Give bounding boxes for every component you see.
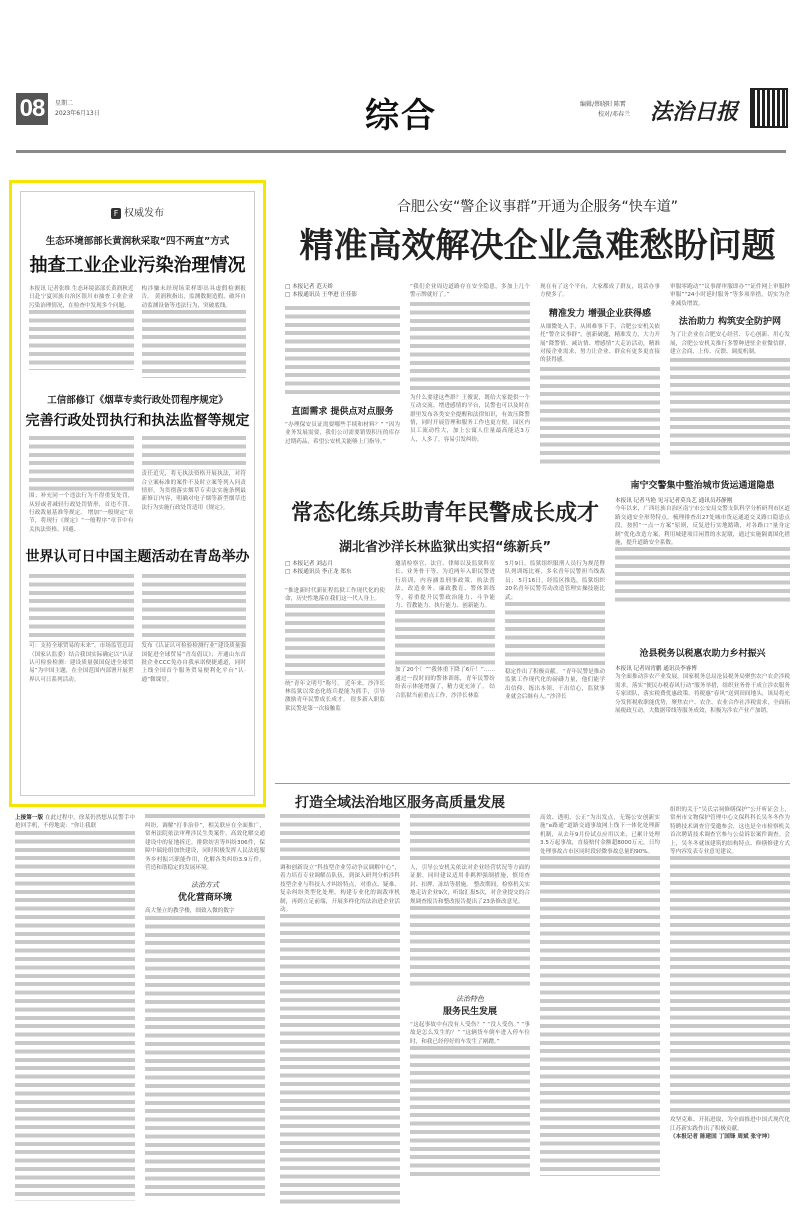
qr-code-icon (752, 90, 786, 126)
byline: □ 本报记者 范天娇 (285, 284, 333, 290)
byline: 本报讯 记者周宵鹏 通讯员李睿博 (615, 666, 697, 672)
article2-kicker: 工信部修订《烟草专卖行政处罚程序规定》 (47, 395, 228, 407)
paragraph: “这起事故中有没有人受伤？” “没人受伤。” “事故是怎么发生的？” “这辆货车倒车进入停车位时，和我已经停好的车发生了剐蹭。” (410, 1022, 530, 1045)
paragraph: 稳定作出了积极贡献。 “青年民警是推动监狱工作现代化的磅礴力量，他们能学出信仰、练出本领、干出信心，监狱事业就会后继有人。”沙洋长 (505, 669, 605, 701)
subheading: 精准发力 增强企业获得感 (548, 308, 652, 319)
article1-headline: 抽查工业企业污染治理情况 (29, 255, 246, 276)
top-story-headline: 精准高效解决企业急难愁盼问题 (299, 226, 776, 266)
paragraph: 高效、透明、公正”为出发点，无锡公安创新实施“e路通”道路交通事故网上线下一体化处理新机制，从去年9月份试点应用以来，已累计处理3.5万起事故，直接赔付金额超8000万元，日均处理事故占市区同时段轻微事故总量的90%。 (540, 815, 660, 855)
paragraph: “办理保安员证需要哪些手续和材料？” “因为业务发展需要，我们公司需要销毁积压的库存过期药品，希望公安机关能够上门指导。” (285, 421, 400, 445)
paragraph: 统“青年文明号”称号。 近年来，沙洋长林监狱以常态化练兵提能为抓手，引导激励青年民警成长成才。 很多新入职监狱民警是第一次接触监 (285, 680, 385, 712)
byline: 本报讯 记者马艳 见习记者莫良艺 通讯员苏静刚 (615, 498, 733, 504)
divider (275, 783, 790, 784)
f-logo-icon: F (111, 208, 121, 219)
article3-col2: 发布《认证认可检验检测行业“建设质量强国促进全球贸易”青岛倡议》；开通山东首批企业CCC免办自我承诺便捷通道，同时上线全国首个服务贸易便利化平台“认·通”微课堂。 (141, 643, 246, 683)
second-story-headline: 常态化练兵助青年民警成长成才 (290, 501, 599, 526)
paragraph: 高大堡立的教学楼，细致入微的数字 (145, 908, 235, 915)
brief1-headline: 南宁交警集中整治城市货运通道隐患 (630, 481, 775, 491)
brief2-headline: 沧县税务以税惠农助力乡村振兴 (639, 649, 766, 659)
paragraph: 5月9日，监狱组织服刑人员行为规范暨队列训练比赛，多名青年民警担当线裁员； 5月16日，经监区推选，监狱组织20名青年民警劳动改造管理实操技能比武； (505, 561, 605, 601)
section-title: 综合 (365, 96, 437, 136)
paragraph: 纠纷，调解“打非治非”，相关联应在全面推广，常州法院依法审理涉民生类案件，高效化解交通建设中的征地拆迁，排除妨害等纠纷306件，保障中瑞轮组加快建设，同时积极发挥人民法庭服务乡村振兴职能作用，化解各类纠纷3.9万件，营造和谐稳定的发展环境。 (145, 823, 265, 872)
paragraph: 邀请检察官、法官、律师以及监狱科室长、业务骨干等，为近两年入职民警进行培训，内容涵盖刑事政策、执法普法、改造业务、廉政教育、警体训练等，着重提升民警政治能力、斗争能力、管教能力、执行能力、创新能力。 (395, 561, 495, 610)
reporter-credit: （本报记者 陈建国 丁国锋 周斌 张守坤） (670, 1134, 773, 1141)
paragraph: 调和创新设立“科技型企业劳动争议调解中心”，着力培育专业调解员队伍，到深入研判分析涉科技型企业与科技人才纠纷特点，对重点、疑难、复杂纠纷类型化处理，构建专业化的调裁审机制，再到立足前端，开展多样化的法治进企业活动。 (280, 865, 400, 914)
article1-kicker: 生态环境部部长黄润秋采取“四不两直”方式 (45, 236, 230, 247)
paragraph: 现在有了这个平台，大家都成了群友，说话办事方便多了。 (540, 284, 660, 299)
paragraph: 组织的关于“吴氏宗祠修缮保护”公开听证会上，常州市文物保护管理中心文保科科长吴冬冬作为特聘技术调查官受邀参会，这也是全市检察机关首次聘请技术调查官参与公益诉讼案件调查。会上，吴冬冬就该建筑的结构特点、修缮修建方式等内容发表专业意见建议。 (670, 807, 790, 856)
article1-lead: 本报讯 记者张维 生态环境部部长黄润秋近日赴宁夏回族自治区银川市抽查工业企业污染治理情况，在检查中发现多个问题。 (29, 286, 134, 309)
editors: 编辑/蔡晓阳 陈霄 (580, 101, 626, 108)
paragraph: 从细微处入手，从困难事下手，合肥公安机关依托“警企议事群”，创新破题，精准发力，大力开展“降警情、减访情、增感情”大走访活动，精准对接企业需求，努力让企业、群众有更多更直接的获得感。 (540, 323, 660, 364)
article3-col1: 可：支持全球贸易的未来”。市场监管总局（国家认监委）结合我国实际确定以“认证认可检验检测：建设质量强国促进全球贸易”为中国主题，在全国范围内部署开展世界认可日系列活动。 (29, 643, 134, 683)
byline: □ 本报通讯员 李正龙 郑东 (285, 569, 352, 576)
paragraph: “我们企业周边道路存在安全隐患，多加上几个警示牌就好了。” (410, 284, 530, 299)
proofreader: 校对/邓春兰 (598, 111, 631, 118)
paragraph: 加了20个！”“我体重下降了6斤！”……通过一段时间的警体训练，青年民警纷纷表示体能增强了，精力更充沛了。 结合监狱当前重点工作，沙洋长林监 (395, 667, 495, 699)
paragraph: “推进新时代新征程监狱工作现代化的使命，历史性地落在我们这一代人身上。 (285, 587, 385, 603)
article2-col2: 责任追究，将无执法资格开展执法，对符合立案标准的案件不及时立案等列入问责情形，为贯彻落实烟草专卖法实施条例最新修订内容，明确对电子烟等新型烟草违法行为实施行政处罚适用《规定》。 (141, 471, 246, 511)
byline: □ 本报记者 刘志月 (285, 561, 333, 567)
sub-kicker: 法治特色 (456, 995, 484, 1004)
article2-col1: 围；补充同一个违法行为不得重复处罚，从轻或者减轻行政处罚情形，首违不罚、行政裁量基准等规定。 增加“一般规定”章节，将现行《规定》“一般程序”章节中有关执法资格、回避、 (29, 493, 134, 533)
paragraph: 为全面推动涉农产业发展，国家税务总局沧县税务局聚焦农户农企涉税需求，落实“便民办税春风行动”服务举措，组织业务骨干成立涉农服务专家团队，落实税费优惠政策。将税惠“春风”送到田间地头，该局将充分发挥税收职能优势，聚焦农户、农企、农业合作社涉税需求，全面拓展税政互动，大数据带线等服务成效，积极为涉农产业产加销。 (615, 674, 790, 715)
paragraph: 审服零跑动”“议事群审服即办”“证件网上审服秒审服”“24小时延时服务”等多项举措，切实为企业减负增效。 (670, 284, 790, 307)
badge-label: 权威发布 (124, 208, 164, 219)
paragraph: 为什么要建这些群？王俊说，既给大家提供一个互动交流、增进感情的平台，民警也可以及时在群里发布各类安全提醒和法律知识，有效压降警情，同时开展管理和服务工作也更方便。园区内员工流动性大，加上公寓人住量最高能达3万人，人多了，容易引发纠纷。 (410, 394, 530, 443)
article1-col2: 构涉嫌未经现场采样即出具虚假检测报告。 黄润秋指出，监测数据造假，破坏自动监测设备等违法行为，突破底线。 (141, 286, 246, 309)
sub-kicker: 法治方式 (191, 881, 219, 890)
paragraph: 攻坚克难、开拓进取，为全面推进中国式现代化江苏新实践作出了积极贡献。 (670, 1117, 790, 1132)
bottom-story-headline: 打造全域法治地区服务高质量发展 (295, 795, 505, 811)
header-rule (16, 150, 786, 153)
paragraph: 人，引导公安机关依法对企业经营状况等方面的证据，同时建议适用非羁押强制措施，慎用查封、扣押、冻结等措施。 整改期间，检察机关实地走访企业9次，听取汇报5次，对企业提交的合规调查报告和整改报告提出了23条修改意见。 (410, 865, 530, 905)
continued-label: 上接第一版 (15, 815, 44, 821)
highlight-box (9, 180, 266, 807)
weekday: 星期二 (55, 100, 74, 107)
newspaper-logo: 法治日报 (650, 99, 739, 125)
subheading: 优化营商环境 (177, 893, 232, 904)
page-number: 08 (16, 93, 48, 125)
subheading: 直面需求 提供点对点服务 (291, 406, 394, 417)
paragraph: 在此过程中，徐某仍然想从民警手中抢回手机，不停地说：“你让我联 (15, 815, 135, 830)
top-story-kicker: 合肥公安“警企议事群”开通为企服务“快车道” (396, 199, 678, 215)
authority-badge (21, 204, 254, 219)
article3-headline: 世界认可日中国主题活动在青岛举办 (25, 549, 250, 566)
paragraph: 今年以来，广西壮族自治区南宁市公安局交警支队科学分析研判市区道路交通安全形势特点，梳理排查出27处城市货运通道交叉路口隐患点段，按照“一点一方案”原则，反复进行实地踏勘，对各路口“量身定制”优化改造方案，利用城建项目闲置的水泥墩，通过实施隔离围化措施，提升道路安全系数。 (615, 506, 790, 547)
subheading: 法治助力 构筑安全防护网 (678, 317, 782, 328)
byline: □ 本报通讯员 王华进 汪佳影 (285, 292, 358, 299)
article2-headline: 完善行政处罚执行和执法监督等规定 (25, 413, 250, 430)
second-story-subhead: 湖北省沙洋长林监狱出实招“练新兵” (338, 540, 552, 555)
subheading: 服务民生发展 (442, 1007, 497, 1018)
paragraph: 为了让企业在合肥安心经营、专心创新、用心发展，合肥公安机关推行多警种进驻企业微信群，建立会商、上传、反馈、调度机制。 (670, 332, 790, 356)
issue-date: 2023年6月13日 (55, 110, 100, 117)
